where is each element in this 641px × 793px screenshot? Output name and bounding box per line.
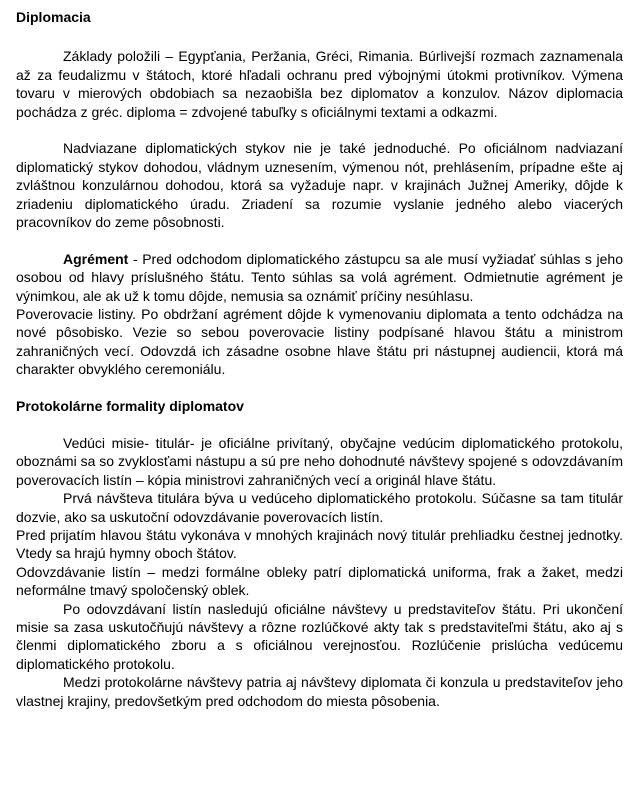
paragraph-establishing-relations: Nadviazane diplomatických stykov nie je také jednoduché. Po oficiálnom nadviazaní diplomatický stykov dohodou, vládnym uznesením, výmenou nót, prehlásením, prípadne ešte aj zvláštnou konzulárnou dohodou, ktorá sa vyžaduje napr. v krajinách Južnej Ameriky, dôjde k zriadeniu diplomatického úradu. Zriadení sa rozumie vyslanie jedného alebo viacerých pracovníkov do zeme pôsobnosti. xyxy=(16,140,623,231)
paragraph-welcome: Vedúci misie- titulár- je oficiálne privítaný, obyčajne vedúcim diplomatického protokolu, oboznámi sa so zvyklosťami nástupu a sú pre neho dohodnuté návštevy spojené s odovzdávaním poverovacích listín – kópia ministrovi zahraničných vecí a originál hlave štátu. xyxy=(16,434,623,488)
paragraph-dress: Odovzdávanie listín – medzi formálne obleky patrí diplomatická uniforma, frak a žaket, medzi neformálne tmavý spoločenský oblek. xyxy=(16,563,623,599)
agrement-text: - Pred odchodom diplomatického zástupcu sa ale musí vyžiadať súhlas s jeho osobou od hlavy príslušného štátu. Tento súhlas sa volá agrément. Odmietnutie agrément je výnimkou, ale ak už k tomu dôjde, nemusia sa oznámiť príčiny nesúhlasu. xyxy=(16,250,623,304)
paragraph-history: Základy položili – Egypťania, Peržania, Gréci, Rimania. Búrlivejší rozmach zaznamenala až za feudalizmu v štátoch, ktoré hľadali ochranu pred výbojnými útokmi protivníkov. Výmena tovaru v mierových obdobiach sa nezaobišla bez diplomatov a konzulov. Názov diplomacia pochádza z gréc. diploma = zdvojené tabuľky s oficiálnymi textami a odkazmi. xyxy=(16,48,623,120)
title: Diplomacia xyxy=(16,9,91,25)
document xyxy=(16,8,623,710)
paragraph-home-visits: Medzi protokolárne návštevy patria aj návštevy diplomata či konzula u predstaviteľov jeho vlastnej krajiny, predovšetkým pred odchodom do miesta pôsobenia. xyxy=(16,674,623,709)
paragraph-first-visit: Prvá návšteva titulára býva u vedúceho diplomatického protokolu. Súčasne sa tam titulár dozvie, ako sa uskutoční odovzdávanie poverovacích listín. xyxy=(16,490,623,525)
agrement-term: Agrément xyxy=(63,250,129,267)
paragraph-official-visits: Po odovzdávaní listín nasledujú oficiálne návštevy u predstaviteľov štátu. Pri ukončení misie sa zasa uskutočňujú návštevy a rôzne rozlúčkové akty tak s predstaviteľmi štátu, ako aj s členmi diplomatického zboru a s oficiálnou verejnosťou. Rozlúčenie prislúcha vedúcemu diplomatického protokolu. xyxy=(16,600,623,672)
paragraph-agrement xyxy=(16,250,623,305)
section-heading: Protokolárne formality diplomatov xyxy=(16,398,244,415)
paragraph-credentials: Poverovacie listiny. Po obdržaní agrément dôjde k vymenovaniu diplomata a tento odchádza na nové pôsobisko. Vezie so sebou poverovacie listiny podpísané hlavou štátu a ministrom zahraničných vecí. Odovzdá ich zásadne osobne hlave štátu pri nástupnej audiencii, ktorá má charakter obvyklého ceremoniálu. xyxy=(16,306,623,378)
paragraph-honor-guard: Pred prijatím hlavou štátu vykonáva v mnohých krajinách nový titulár prehliadku čestnej jednotky. Vtedy sa hrajú hymny oboch štátov. xyxy=(16,526,623,562)
